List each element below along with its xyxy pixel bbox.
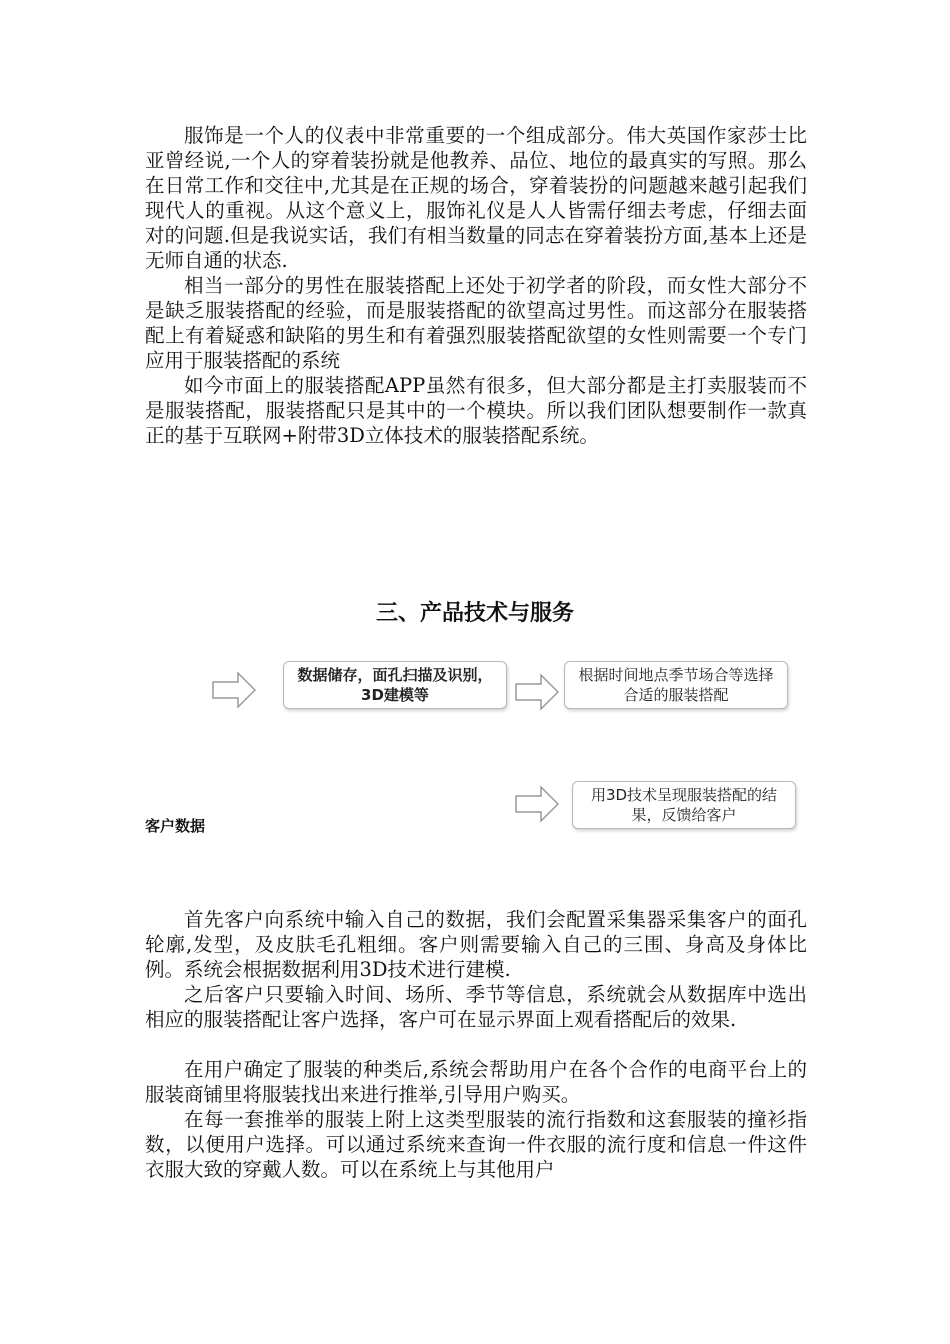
body-paragraph-4: 在每一套推举的服装上附上这类型服装的流行指数和这套服装的撞衫指数，以便用户选择。可以通过系统来查询一件衣服的流行度和信息一件这件衣服大致的穿戴人数。可以在系统上与其他用户	[145, 1108, 807, 1181]
process-box-outfit-selection: 根据时间地点季节场合等选择合适的服装搭配	[564, 661, 788, 709]
body-paragraph-2: 之后客户只要输入时间、场所、季节等信息，系统就会从数据库中选出相应的服装搭配让客户选择，客户可在显示界面上观看搭配后的效果.	[145, 983, 807, 1031]
body-paragraph-1: 首先客户向系统中输入自己的数据，我们会配置采集器采集客户的面孔轮廓,发型，及皮肤毛孔粗细。客户则需要输入自己的三围、身高及身体比例。系统会根据数据利用3D技术进行建模.	[145, 908, 807, 981]
intro-paragraph-2: 相当一部分的男性在服装搭配上还处于初学者的阶段，而女性大部分不是缺乏服装搭配的经验，而是服装搭配的欲望高过男性。而这部分在服装搭配上有着疑惑和缺陷的男生和有着强烈服装搭配欲望的女性则需要一个专门应用于服装搭配的系统	[145, 274, 807, 372]
process-box-3d-result: 用3D技术呈现服装搭配的结果，反馈给客户	[572, 781, 796, 829]
body-paragraph-3: 在用户确定了服装的种类后,系统会帮助用户在各个合作的电商平台上的服装商铺里将服装找出来进行推举,引导用户购买。	[145, 1058, 807, 1106]
intro-paragraph-1: 服饰是一个人的仪表中非常重要的一个组成部分。伟大英国作家莎士比亚曾经说,一个人的穿着装扮就是他教养、品位、地位的最真实的写照。那么在日常工作和交往中,尤其是在正规的场合，穿着装扮的问题越来越引起我们现代人的重视。从这个意义上，服饰礼仪是人人皆需仔细去考虑，仔细去面对的问题.但是我说实话，我们有相当数量的同志在穿着装扮方面,基本上还是无师自通的状态.	[145, 124, 807, 272]
client-data-label: 客户数据	[145, 817, 206, 835]
arrow-right-icon	[212, 672, 256, 708]
section-heading: 三、产品技术与服务	[375, 601, 574, 626]
arrow-right-icon	[515, 786, 559, 822]
process-box-data-storage: 数据储存，面孔扫描及识别，3D建模等	[283, 661, 507, 709]
arrow-right-icon	[515, 674, 559, 710]
intro-paragraph-3: 如今市面上的服装搭配APP虽然有很多，但大部分都是主打卖服装而不是服装搭配，服装搭配只是其中的一个模块。所以我们团队想要制作一款真正的基于互联网+附带3D立体技术的服装搭配系统。	[145, 374, 807, 447]
